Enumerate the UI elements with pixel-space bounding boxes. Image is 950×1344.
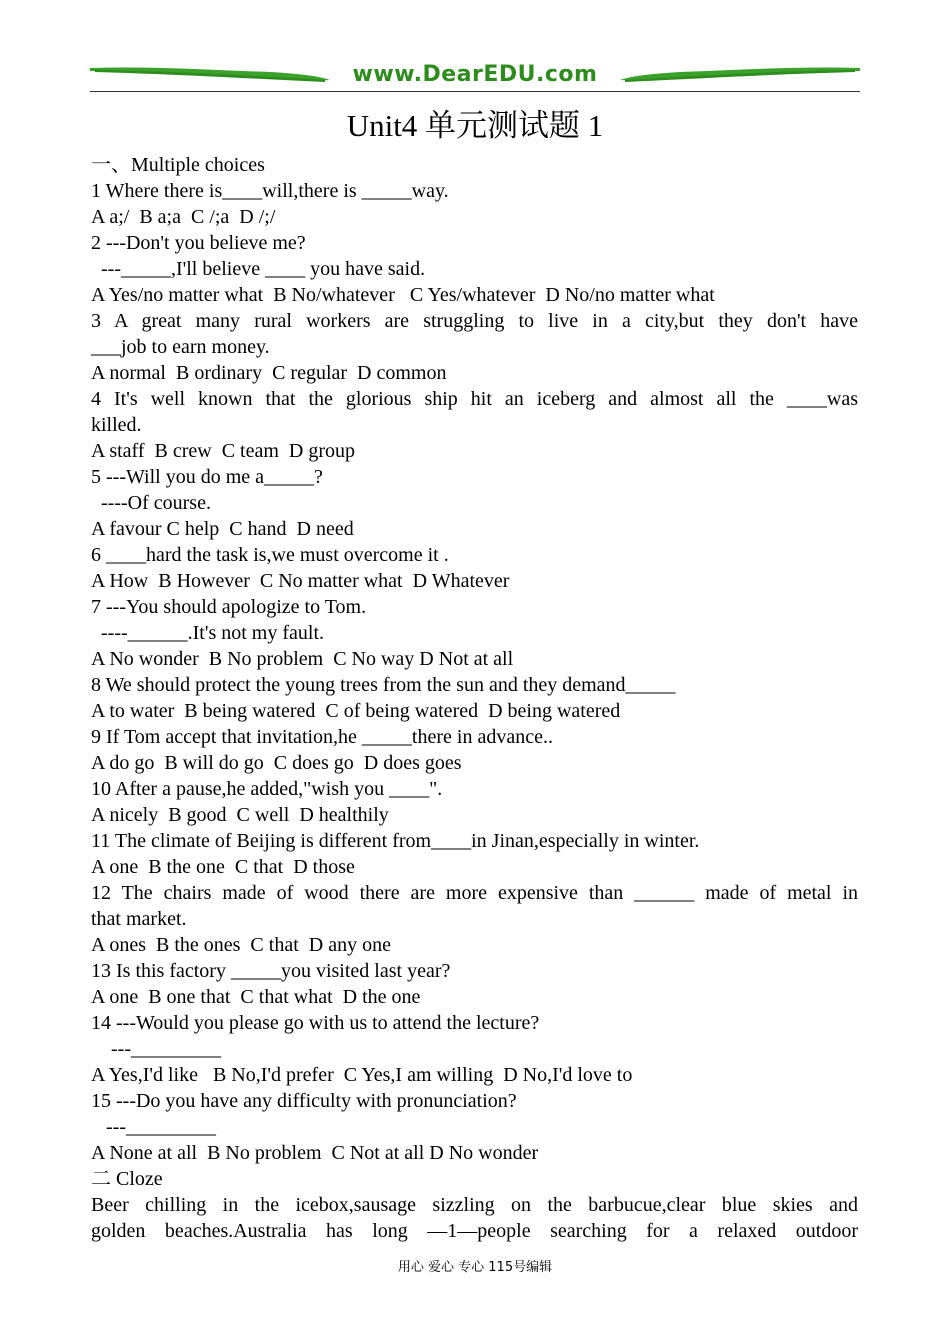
options-line: A staff B crew C team D group bbox=[91, 440, 356, 462]
options-line: A to water B being watered C of being watered D being watered bbox=[91, 700, 621, 722]
page-title: Unit4 单元测试题 1 bbox=[346, 108, 604, 143]
site-header bbox=[90, 60, 860, 94]
options-line: A nicely B good C well D healthily bbox=[91, 804, 389, 826]
question-line: 3 A great many rural workers are struggling to live in a city,but they don't have bbox=[91, 310, 858, 332]
question-line: 2 ---Don't you believe me? bbox=[91, 232, 306, 254]
question-line: ---_____,I'll believe ____ you have said. bbox=[91, 258, 426, 280]
question-line: ---_________ bbox=[91, 1038, 221, 1060]
question-line: 8 We should protect the young trees from the sun and they demand_____ bbox=[91, 674, 676, 696]
question-line: 15 ---Do you have any difficulty with pronunciation? bbox=[91, 1090, 517, 1112]
question-line: ---_________ bbox=[91, 1116, 216, 1138]
document-body bbox=[91, 152, 858, 1244]
options-line: A How B However C No matter what D Whatever bbox=[91, 570, 510, 592]
options-line: A None at all B No problem C Not at all D No wonder bbox=[91, 1142, 539, 1164]
question-line: 13 Is this factory _____you visited last year? bbox=[91, 960, 451, 982]
section-heading: 一、Multiple choices bbox=[91, 154, 265, 176]
question-line: killed. bbox=[91, 414, 142, 436]
question-line: 7 ---You should apologize to Tom. bbox=[91, 596, 367, 618]
options-line: A Yes,I'd like B No,I'd prefer C Yes,I am willing D No,I'd love to bbox=[91, 1064, 633, 1086]
options-line: A normal B ordinary C regular D common bbox=[91, 362, 447, 384]
question-line: 12 The chairs made of wood there are more expensive than ______ made of metal in bbox=[91, 882, 858, 904]
page-footer: 用心 爱心 专心 115号编辑 bbox=[397, 1260, 553, 1275]
options-line: A one B the one C that D those bbox=[91, 856, 355, 878]
options-line: A one B one that C that what D the one bbox=[91, 986, 421, 1008]
options-line: A do go B will do go C does go D does goes bbox=[91, 752, 462, 774]
question-line: 14 ---Would you please go with us to attend the lecture? bbox=[91, 1012, 540, 1034]
question-line: 5 ---Will you do me a_____? bbox=[91, 466, 323, 488]
options-line: A a;/ B a;a C /;a D /;/ bbox=[91, 206, 276, 228]
options-line: A No wonder B No problem C No way D Not at all bbox=[91, 648, 514, 670]
question-line: 9 If Tom accept that invitation,he _____there in advance.. bbox=[91, 726, 553, 748]
question-line: 6 ____hard the task is,we must overcome it . bbox=[91, 544, 449, 566]
question-line: 11 The climate of Beijing is different from____in Jinan,especially in winter. bbox=[91, 830, 700, 852]
question-line: 1 Where there is____will,there is _____way. bbox=[91, 180, 449, 202]
options-line: A ones B the ones C that D any one bbox=[91, 934, 391, 956]
passage-line: Beer chilling in the icebox,sausage sizzling on the barbucue,clear blue skies and bbox=[91, 1194, 858, 1216]
section-heading: 二 Cloze bbox=[91, 1168, 163, 1190]
options-line: A favour C help C hand D need bbox=[91, 518, 354, 540]
options-line: A Yes/no matter what B No/whatever C Yes/whatever D No/no matter what bbox=[91, 284, 715, 306]
question-line: that market. bbox=[91, 908, 187, 930]
question-line: 10 After a pause,he added,"wish you ____". bbox=[91, 778, 443, 800]
question-line: 4 It's well known that the glorious ship hit an iceberg and almost all the ____was bbox=[91, 388, 858, 410]
question-line: ___job to earn money. bbox=[91, 336, 270, 358]
question-line: ----Of course. bbox=[91, 492, 211, 514]
site-url[interactable]: www.DearEDU.com bbox=[352, 62, 598, 87]
passage-line: golden beaches.Australia has long —1—people searching for a relaxed outdoor bbox=[91, 1220, 858, 1242]
header-divider bbox=[90, 91, 860, 92]
question-line: ----______.It's not my fault. bbox=[91, 622, 325, 644]
